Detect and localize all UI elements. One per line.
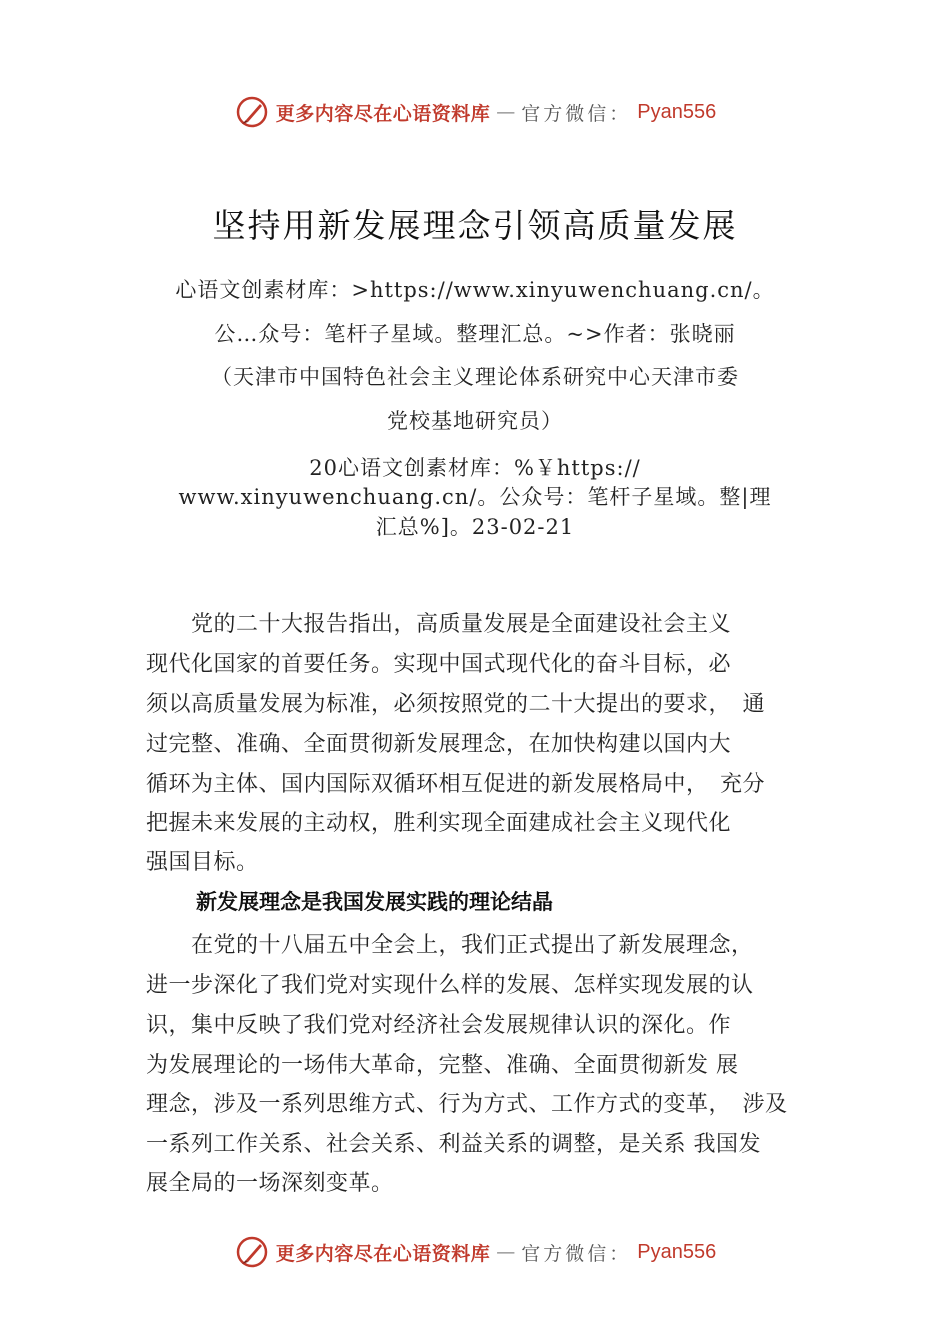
meta-line: 20心语文创素材库：%￥https:// <box>309 456 641 480</box>
paragraph-line: 识，集中反映了我们党对经济社会发展规律认识的深化。作 <box>146 1013 732 1038</box>
paragraph-line: 须以高质量发展为标准，必须按照党的二十大提出的要求， 通 <box>146 692 766 717</box>
paragraph-line: 党的二十大报告指出，高质量发展是全面建设社会主义 <box>146 612 732 637</box>
paragraph-line: 把握未来发展的主动权，胜利实现全面建成社会主义现代化 <box>146 811 732 836</box>
banner-wechat-label: 官方微信： <box>521 1242 632 1265</box>
banner-wechat-id: Pyan556 <box>637 1240 717 1263</box>
paragraph-line: 现代化国家的首要任务。实现中国式现代化的奋斗目标，必 <box>146 652 732 677</box>
page-title: 坚持用新发展理念引领高质量发展 <box>212 206 738 245</box>
paragraph-line: 展全局的一场深刻变革。 <box>146 1171 394 1196</box>
meta-line: 心语文创素材库：>https://www.xinyuwenchuang.cn/。 <box>175 278 775 302</box>
section-heading: 新发展理念是我国发展实践的理论结晶 <box>196 890 553 914</box>
meta-line: 党校基地研究员） <box>387 409 563 433</box>
header-banner <box>0 90 950 134</box>
paragraph-line: 一系列工作关系、社会关系、利益关系的调整，是关系 我国发 <box>146 1132 761 1157</box>
footer-banner <box>0 1230 950 1274</box>
banner-dash: — <box>496 1241 516 1263</box>
banner-title: 更多内容尽在心语资料库 <box>275 1242 491 1265</box>
meta-line: 汇总%]。23-02-21 <box>375 515 575 539</box>
banner-wechat-id: Pyan556 <box>637 100 717 123</box>
paragraph-line: 进一步深化了我们党对实现什么样的发展、怎样实现发展的认 <box>146 973 754 998</box>
banner-wechat-label: 官方微信： <box>521 102 632 125</box>
banner-title: 更多内容尽在心语资料库 <box>275 102 491 125</box>
meta-line: 公…众号：笔杆子星域。整理汇总。~>作者：张晓丽 <box>214 322 736 346</box>
meta-line: www.xinyuwenchuang.cn/。公众号：笔杆子星域。整|理 <box>178 485 772 509</box>
paragraph-line: 过完整、准确、全面贯彻新发展理念，在加快构建以国内大 <box>146 732 732 757</box>
pen-logo-icon <box>234 94 270 130</box>
paragraph-line: 理念，涉及一系列思维方式、行为方式、工作方式的变革， 涉及 <box>146 1092 788 1117</box>
paragraph-line: 循环为主体、国内国际双循环相互促进的新发展格局中， 充分 <box>146 772 766 797</box>
paragraph-line: 为发展理论的一场伟大革命，完整、准确、全面贯彻新发 展 <box>146 1053 739 1078</box>
meta-line: （天津市中国特色社会主义理论体系研究中心天津市委 <box>211 365 739 389</box>
paragraph-line: 在党的十八届五中全会上，我们正式提出了新发展理念， <box>146 933 754 958</box>
pen-logo-icon <box>234 1234 270 1270</box>
paragraph-line: 强国目标。 <box>146 850 259 875</box>
banner-dash: — <box>496 101 516 123</box>
